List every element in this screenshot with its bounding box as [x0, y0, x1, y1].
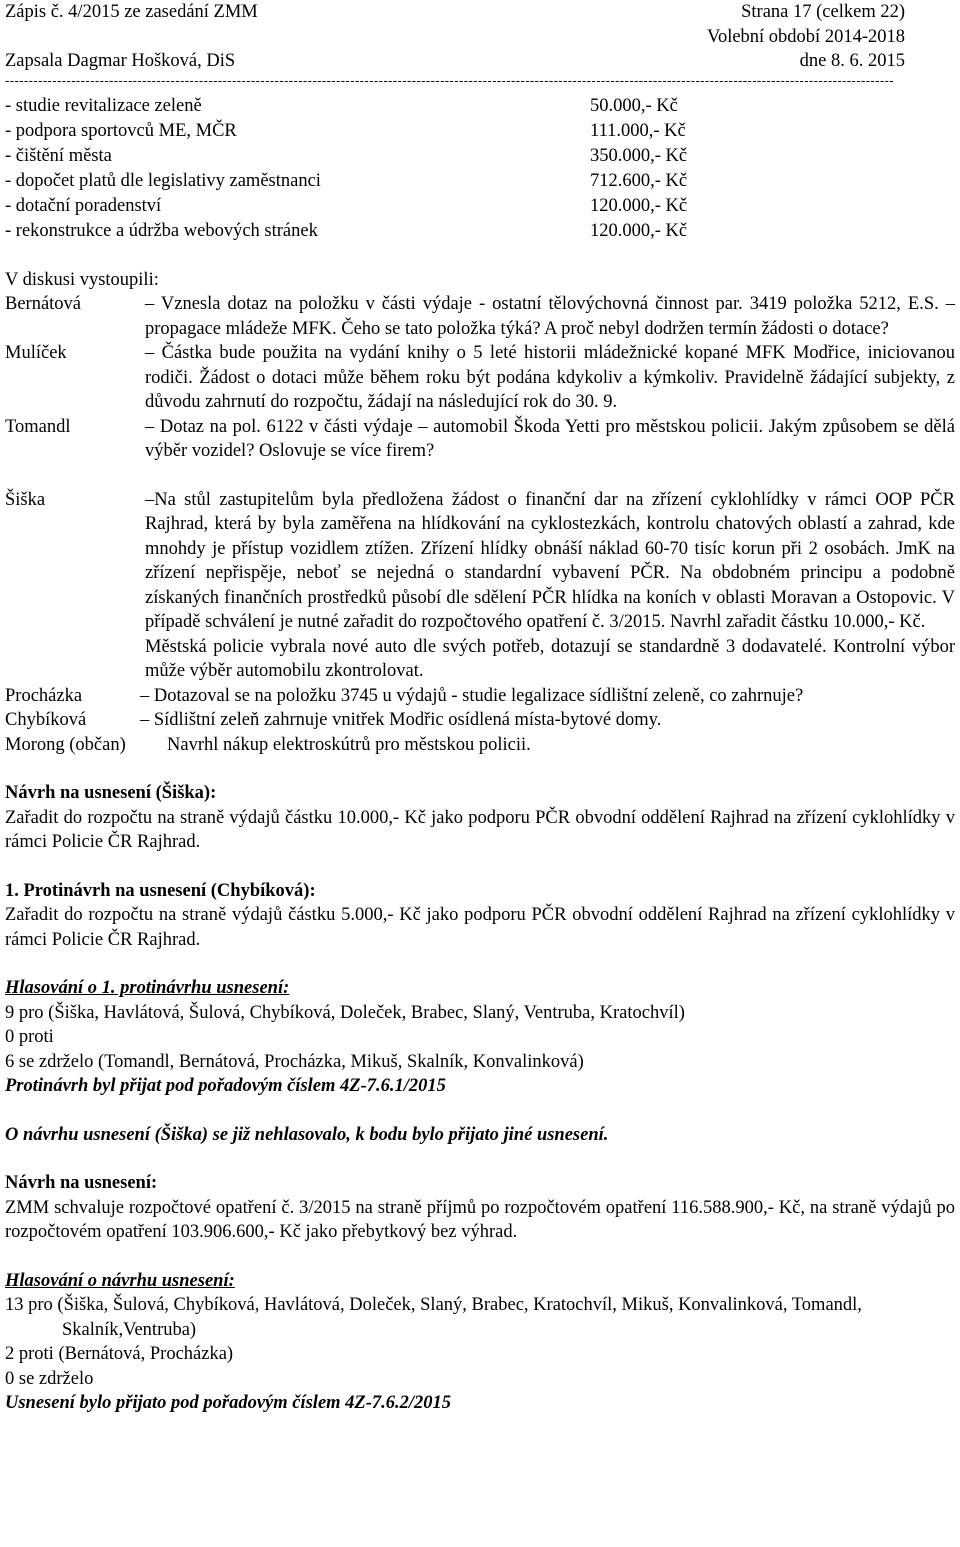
vote-for: 9 pro (Šiška, Havlátová, Šulová, Chybíková, Doleček, Brabec, Slaný, Ventruba, Kratochvíl)	[5, 1002, 685, 1023]
budget-item	[5, 194, 955, 219]
vote-heading: Hlasování o návrhu usnesení:	[5, 1270, 235, 1291]
speaker-text: – Sídlištní zeleň zahrnuje vnitřek Modřic osídlená místa-bytové domy.	[140, 710, 662, 730]
budget-item-amount: 712.600,- Kč	[590, 170, 688, 191]
budget-item-label: - studie revitalizace zeleně	[5, 95, 202, 116]
discussion-entry	[5, 733, 955, 758]
budget-list	[5, 94, 955, 244]
budget-item-label: - dotační poradenství	[5, 195, 162, 216]
vote-against: 2 proti (Bernátová, Procházka)	[5, 1344, 234, 1364]
speaker-name: Šiška	[5, 489, 46, 510]
speaker-name: Chybíková	[5, 710, 87, 730]
counter-proposal-heading: 1. Protinávrh na usnesení (Chybíková):	[5, 880, 316, 901]
discussion-entry	[5, 488, 955, 684]
discussion-heading: V diskusi vystoupili:	[5, 269, 159, 290]
speaker-text: Navrhl nákup elektroskútrů pro městskou policii.	[167, 734, 531, 755]
budget-item-label: - dopočet platů dle legislativy zaměstnanci	[5, 170, 321, 191]
proposal-text: ZMM schvaluje rozpočtové opatření č. 3/2015 na straně příjmů po rozpočtovém opatření 116.588.900,- Kč, na straně výdajů po rozpočtovém opatření 103.906.600,- Kč jako přebytkový bez výhrad.	[5, 1197, 955, 1242]
speaker-text: – Dotazoval se na položku 3745 u výdajů - studie legalizace sídlištní zeleně, co zahrnuje?	[140, 685, 804, 706]
document-page	[5, 0, 955, 1416]
budget-item	[5, 169, 955, 194]
budget-item-label: - rekonstrukce a údržba webových stránek	[5, 220, 318, 241]
proposal-heading: Návrh na usnesení:	[5, 1173, 158, 1193]
counter-proposal-text: Zařadit do rozpočtu na straně výdajů částku 5.000,- Kč jako podporu PČR obvodní oddělení Rajhrad na zřízení cyklohlídky v rámci Policie ČR Rajhrad.	[5, 905, 955, 950]
discussion-entry	[5, 341, 955, 415]
budget-item	[5, 119, 955, 144]
vote-heading: Hlasování o 1. protinávrhu usnesení:	[5, 978, 290, 998]
page-number: Strana 17 (celkem 22)	[741, 2, 905, 22]
vote-abstain: 0 se zdrželo	[5, 1368, 94, 1389]
speaker-name: Tomandl	[5, 416, 71, 437]
header-row-3	[5, 49, 955, 74]
speaker-name: Bernátová	[5, 294, 82, 314]
discussion-entry	[5, 708, 955, 733]
budget-item	[5, 144, 955, 169]
budget-item	[5, 219, 955, 244]
document-title: Zápis č. 4/2015 ze zasedání ZMM	[5, 2, 258, 22]
term-label: Volební období 2014-2018	[706, 26, 905, 47]
author-label: Zapsala Dagmar Hošková, DiS	[5, 51, 236, 71]
vote-abstain: 6 se zdrželo (Tomandl, Bernátová, Procházka, Mikuš, Skalník, Konvalinková)	[5, 1051, 584, 1072]
speaker-text: – Dotaz na pol. 6122 v části výdaje – automobil Škoda Yetti pro městskou policii. Jakým způsobem se dělá výběr vozidel? Oslovuje se více firem?	[145, 416, 955, 461]
header-separator: --------------------------------------------------------------------------------------------------------------------------------------------------------------------------------------------	[5, 73, 895, 88]
budget-item-amount: 50.000,- Kč	[590, 95, 678, 116]
speaker-name: Procházka	[5, 685, 83, 706]
vote-result: Usnesení bylo přijato pod pořadovým číslem 4Z-7.6.2/2015	[5, 1393, 452, 1413]
speaker-text: –Na stůl zastupitelům byla předložena žádost o finanční dar na zřízení cyklohlídky v rámci OOP PČR Rajhrad, která by byla zaměřena na hlídkování na cyklostezkách, kontrolu chatových oblastí a zahrad, kde mnohdy je přístup vozidlem ztížen. Zřízení hlídky obnáší náklad 60-70 tisíc korun při 2 osobách. JmK na zřízení nepřispěje, neboť se nejedná o standardní vybavení PČR. Na obdobném principu a podobně získaných finančních prostředků působí dle sdělení PČR hlídka na koních v oblasti Moravan a Ostopovic. V případě schválení je nutné zařadit do rozpočtového opatření č. 3/2015. Navrhl zařadit částku 10.000,- Kč.	[145, 489, 955, 632]
budget-item-label: - čištění města	[5, 145, 112, 166]
speaker-text: – Vznesla dotaz na položku v části výdaje - ostatní tělovýchovná činnost par. 3419 položka 5212, E.S. – propagace mládeže MFK. Čeho se tato položka týká? A proč nebyl dodržen termín žádosti o dotace?	[145, 294, 955, 339]
header-row-2	[5, 25, 955, 50]
date-label: dne 8. 6. 2015	[799, 51, 905, 71]
budget-item-amount: 120.000,- Kč	[590, 195, 688, 216]
speaker-text-continued: Městská policie vybrala nové auto dle svých potřeb, dotazují se standardně 3 dodavatelé. Kontrolní výbor může výběr automobilu zkontrolovat.	[145, 636, 955, 681]
budget-item-amount: 350.000,- Kč	[590, 145, 688, 166]
speaker-name: Morong (občan)	[5, 734, 126, 755]
budget-item	[5, 94, 955, 119]
no-vote-note: O návrhu usnesení (Šiška) se již nehlasovalo, k bodu bylo přijato jiné usnesení.	[5, 1124, 609, 1145]
speaker-text: – Částka bude použita na vydání knihy o 5 leté historii mládežnické kopané MFK Modřice, iniciovanou rodiči. Žádost o dotaci může během roku být podána kdykoliv a kýmkoliv. Pravidelně žádající subjekty, z důvodu zahrnutí do rozpočtu, žádají na následující rok do 30. 9.	[145, 343, 955, 412]
speaker-name: Mulíček	[5, 343, 67, 363]
vote-for: 13 pro (Šiška, Šulová, Chybíková, Havlátová, Doleček, Slaný, Brabec, Kratochvíl, Mikuš, Konvalinková, Tomandl, Skalník,Ventruba)	[5, 1295, 862, 1340]
proposal-text: Zařadit do rozpočtu na straně výdajů částku 10.000,- Kč jako podporu PČR obvodní oddělení Rajhrad na zřízení cyklohlídky v rámci Policie ČR Rajhrad.	[5, 807, 955, 852]
vote-against: 0 proti	[5, 1027, 54, 1047]
discussion-entry	[5, 415, 955, 464]
vote-result: Protinávrh byl přijat pod pořadovým číslem 4Z-7.6.1/2015	[5, 1076, 446, 1096]
budget-item-amount: 120.000,- Kč	[590, 220, 688, 241]
discussion-entry	[5, 292, 955, 341]
proposal-heading: Návrh na usnesení (Šiška):	[5, 783, 217, 803]
budget-item-amount: 111.000,- Kč	[590, 120, 686, 141]
discussion-entry	[5, 684, 955, 709]
budget-item-label: - podpora sportovců ME, MČR	[5, 120, 237, 141]
header-row-1	[5, 0, 955, 25]
